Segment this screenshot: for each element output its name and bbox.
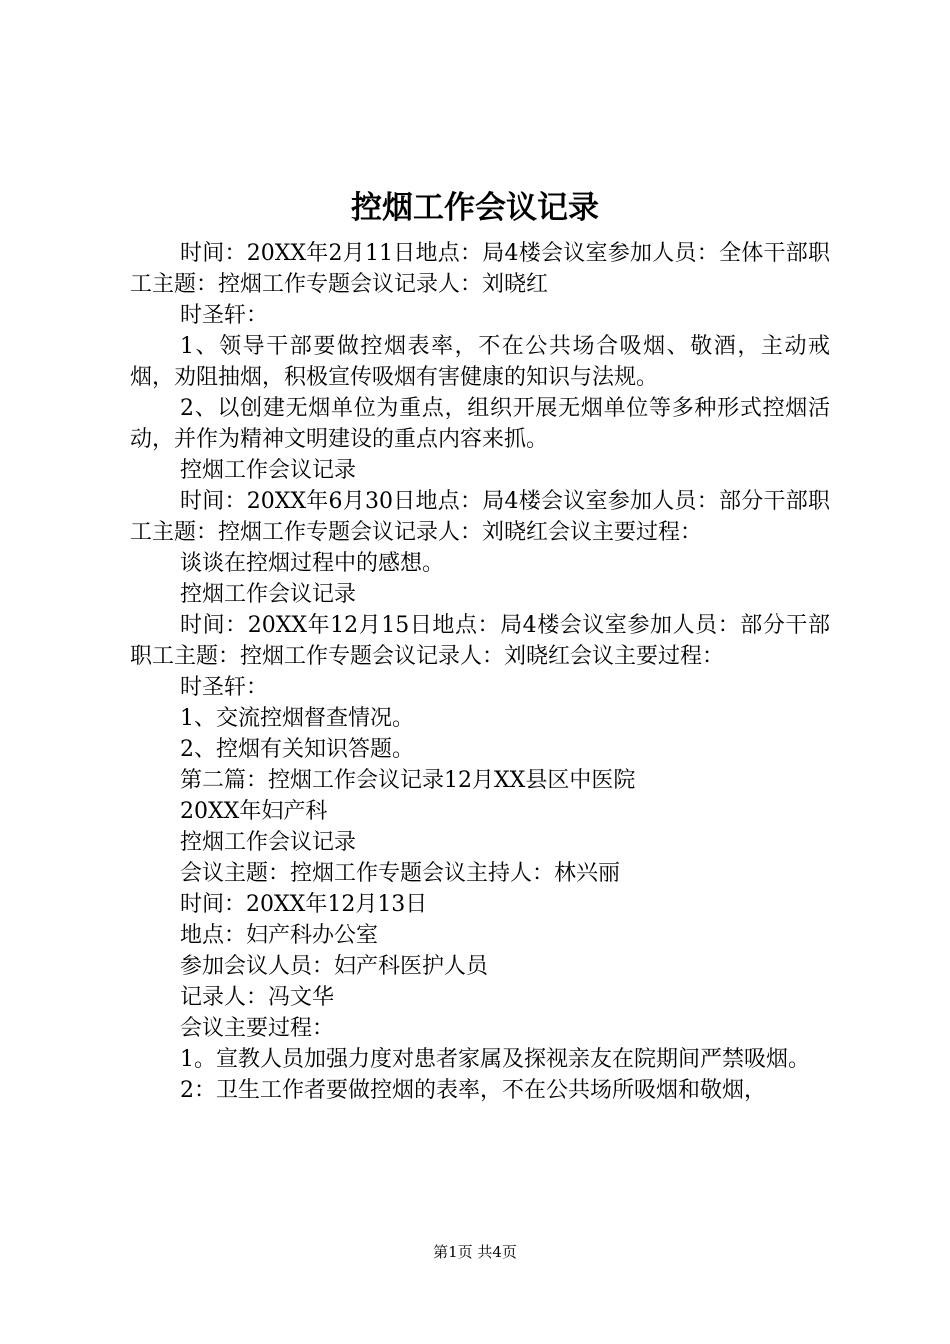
paragraph: 第二篇：控烟工作会议记录12月XX县区中医院 bbox=[180, 768, 636, 793]
paragraph: 控烟工作会议记录 bbox=[180, 582, 357, 607]
paragraph: 2：卫生工作者要做控烟的表率，不在公共场所吸烟和敬烟， bbox=[180, 1078, 766, 1103]
document-title: 控烟工作会议记录 bbox=[351, 190, 599, 226]
paragraph: 1。宣教人员加强力度对患者家属及探视亲友在院期间严禁吸烟。 bbox=[180, 1047, 810, 1072]
paragraph: 谈谈在控烟过程中的感想。 bbox=[180, 551, 445, 576]
paragraph: 2、以创建无烟单位为重点，组织开展无烟单位等多种形式控烟活动，并作为精神文明建设的重点内容来抓。 bbox=[130, 396, 830, 452]
paragraph: 1、交流控烟督查情况。 bbox=[180, 706, 414, 731]
paragraph: 时圣轩： bbox=[180, 303, 269, 328]
paragraph: 会议主题：控烟工作专题会议主持人：林兴丽 bbox=[180, 861, 621, 886]
paragraph: 1、领导干部要做控烟表率，不在公共场合吸烟、敬酒，主动戒烟，劝阻抽烟，积极宣传吸烟有害健康的知识与法规。 bbox=[130, 334, 830, 390]
page-indicator: 第1页 共4页 bbox=[433, 1243, 517, 1261]
paragraph: 参加会议人员：妇产科医护人员 bbox=[180, 954, 489, 979]
paragraph: 时圣轩： bbox=[180, 675, 269, 700]
paragraph: 记录人：冯文华 bbox=[180, 985, 335, 1010]
paragraph: 会议主要过程： bbox=[180, 1016, 335, 1041]
paragraph: 时间：20XX年12月13日 bbox=[180, 892, 428, 917]
paragraph: 20XX年妇产科 bbox=[180, 799, 328, 824]
document-body bbox=[130, 238, 830, 1106]
paragraph: 控烟工作会议记录 bbox=[180, 830, 357, 855]
paragraph: 时间：20XX年6月30日地点：局4楼会议室参加人员：部分干部职工主题：控烟工作专题会议记录人：刘晓红会议主要过程： bbox=[130, 489, 830, 545]
paragraph: 2、控烟有关知识答题。 bbox=[180, 737, 414, 762]
paragraph: 时间：20XX年12月15日地点：局4楼会议室参加人员：部分干部职工主题：控烟工作专题会议记录人：刘晓红会议主要过程： bbox=[130, 613, 830, 669]
paragraph: 控烟工作会议记录 bbox=[180, 458, 357, 483]
paragraph: 地点：妇产科办公室 bbox=[180, 923, 379, 948]
paragraph: 时间：20XX年2月11日地点：局4楼会议室参加人员：全体干部职工主题：控烟工作专题会议记录人：刘晓红 bbox=[130, 241, 830, 297]
